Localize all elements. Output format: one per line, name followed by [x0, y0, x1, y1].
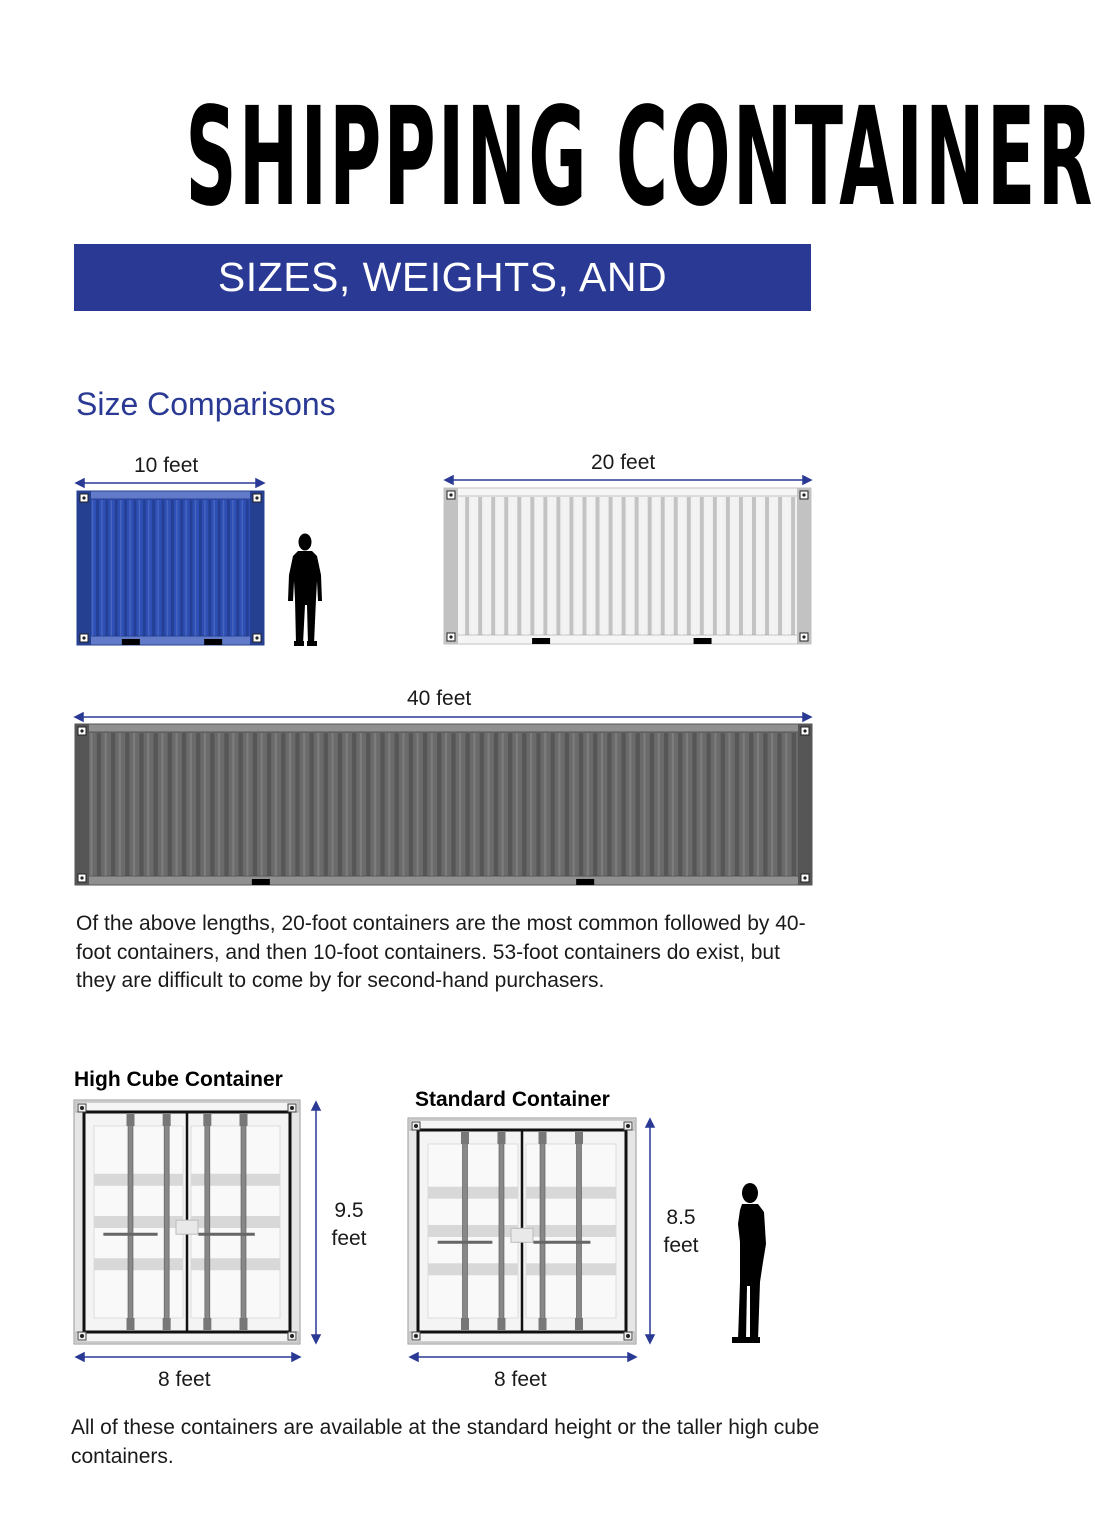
dimension-label-20ft: 20 feet — [591, 451, 656, 474]
subtitle-banner: SIZES, WEIGHTS, AND COMPONENTS — [74, 244, 811, 311]
container-20ft — [444, 488, 811, 644]
standard-door-view — [408, 1118, 636, 1344]
height-label-standard — [661, 1204, 701, 1260]
body-paragraph-lengths: Of the above lengths, 20-foot containers are the most common followed by 40-foot containers, and then 10-foot containers. 53-foot containers do exist, but they are difficult to come by for second-hand purchasers. — [76, 912, 806, 992]
width-label-high-cube: 8 feet — [158, 1368, 211, 1391]
page-title: SHIPPING CONTAINER — [185, 79, 1095, 237]
height-label-high-cube — [329, 1197, 369, 1253]
person-silhouette-icon — [284, 533, 328, 647]
person-profile-silhouette-icon — [730, 1182, 770, 1344]
standard-label: Standard Container — [415, 1088, 610, 1111]
high-cube-door-view — [74, 1100, 300, 1344]
container-10ft — [77, 491, 264, 645]
container-40ft — [75, 724, 812, 885]
high-cube-label: High Cube Container — [74, 1068, 283, 1091]
section-heading: Size Comparisons — [76, 386, 336, 422]
height-value-standard: 8.5 — [666, 1206, 696, 1229]
dimension-label-10ft: 10 feet — [134, 454, 199, 477]
body-paragraph-heights: All of these containers are available at the standard height or the taller high cube containers. — [71, 1416, 820, 1468]
height-unit-standard: feet — [663, 1234, 699, 1257]
height-unit-high-cube: feet — [331, 1227, 367, 1250]
dimension-label-40ft: 40 feet — [407, 687, 472, 710]
height-value-high-cube: 9.5 — [334, 1199, 364, 1222]
width-label-standard: 8 feet — [494, 1368, 547, 1391]
